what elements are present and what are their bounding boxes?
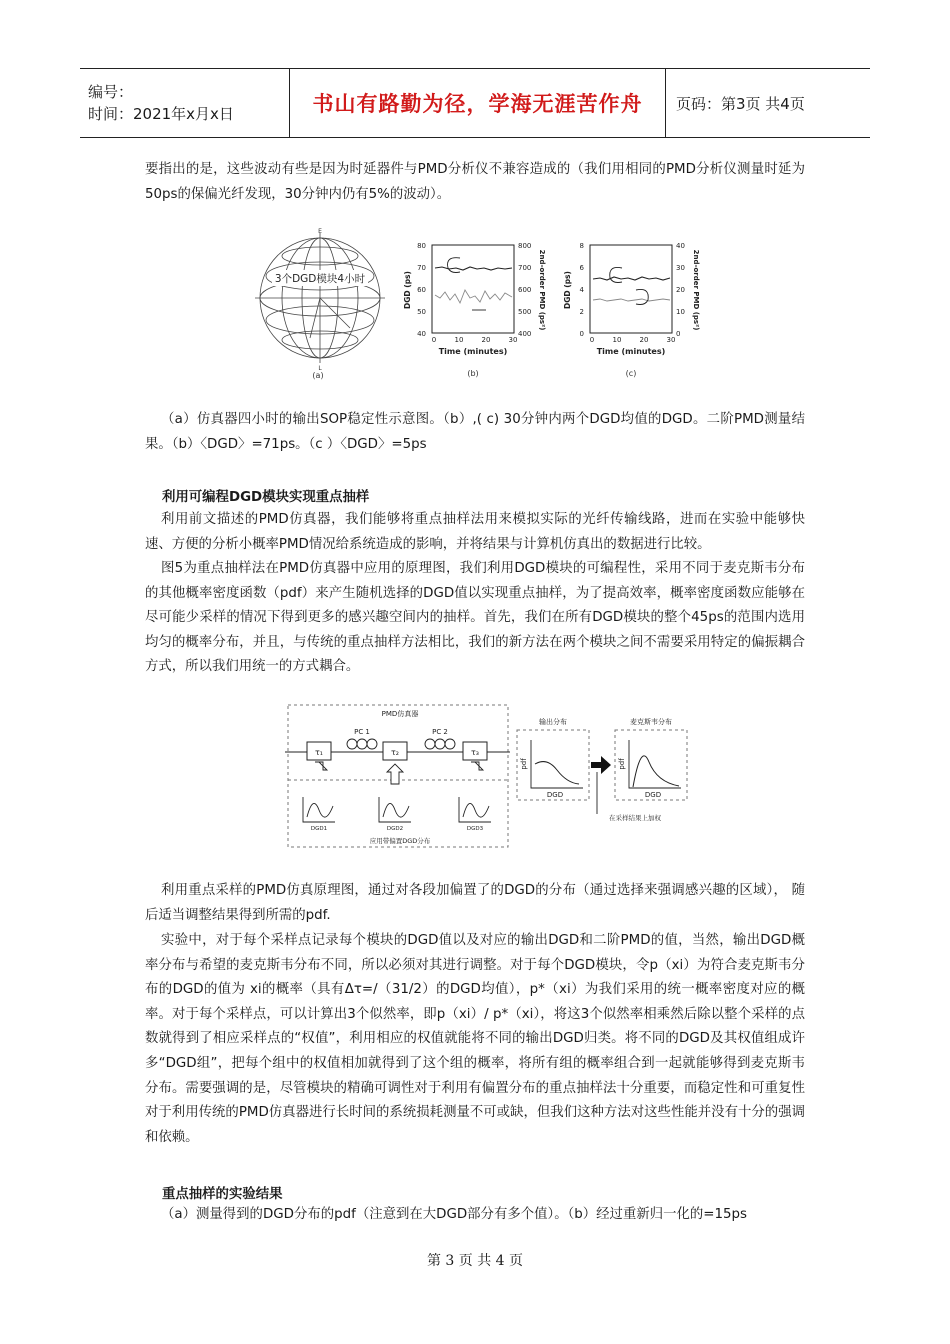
maxwell-pdf-axis: pdf [618,758,626,770]
c-xtick-3: 30 [666,336,676,344]
header-page-cell [666,69,870,137]
output-dist-label: 输出分布 [539,718,567,726]
c-rtick-4: 0 [676,330,681,338]
pc2-coils [425,739,455,749]
tau1-label: τ₁ [314,748,324,757]
c-ytick-4: 0 [579,330,584,338]
section-heading-results: 重点抽样的实验结果 [162,1187,283,1202]
output-pdf-axis: pdf [520,758,528,770]
paragraph-intro: 要指出的是，这些波动有些是因为时延器件与PMD分析仪不兼容造成的（我们用相同的PMD分析仪测量时延为50ps的保偏光纤发现，30分钟内仍有5%的波动）。 [145,162,805,202]
tau2-label: τ₂ [390,748,400,757]
pc2-label: PC 2 [432,728,448,736]
biased-dgd-label: 应用带偏置DGD分布 [369,837,431,845]
paragraph-emulator-method: 利用前文描述的PMD仿真器，我们能够将重点抽样法用来模拟实际的光纤传输线路，进而在实验中能够快速、方便的分析小概率PMD情况给系统造成的影响，并将结果与计算机仿真出的数据进行比较。 [145,512,805,552]
maxwell-label: 麦克斯韦分布 [630,718,672,726]
section-heading-importance-sampling: 利用可编程DGD模块实现重点抽样 [162,490,370,505]
b-ylabel-right: 2nd-order PMD (ps²) [538,249,546,331]
dgd3-label: DGD3 [466,826,484,832]
page-footer: 第 3 页 共 4 页 [426,1253,524,1269]
c-ytick-1: 6 [579,264,584,272]
b-rtick-4: 400 [518,330,532,338]
b-rtick-0: 800 [518,242,532,250]
b-ytick-2: 60 [417,286,426,294]
b-ylabel-left: DGD (ps) [403,271,412,309]
b-ytick-1: 70 [417,264,426,272]
b-rtick-1: 700 [518,264,532,272]
figure-importance-sampling-diagram [285,702,695,852]
biased-pdf-plots [303,797,491,822]
c-xlabel: Time (minutes) [596,347,666,356]
maxwell-dgd-axis: DGD [644,791,662,799]
c-rtick-0: 40 [676,242,685,250]
c-ylabel-left: DGD (ps) [563,271,572,309]
paragraph-figure5-principle: 图5为重点抽样法在PMD仿真器中应用的原理图，我们利用DGD模块的可编程性，采用不同于麦克斯韦分布的其他概率密度函数（pdf）来产生随机选择的DGD值以实现重点抽样，为了提高效率，概率密度函数应能够在尽可能少采样的情况下得到更多的感兴趣空间内的抽样。首先，我们在所有DGD模块的整个45ps的范围内选用均匀的概率分布，并且，与传统的重点抽样方法相比，我们的新方法在两个模块之间不需要采用特定的偏振耦合方式，所以我们用统一的方式耦合。 [145,561,805,675]
c-ytick-0: 8 [579,242,584,250]
dgd2-label: DGD2 [386,826,404,832]
sphere-pole-top: E [318,228,322,235]
dgd1-label: DGD1 [310,826,328,832]
page-header [80,68,870,138]
paragraph-experiment-weighting: 实验中，对于每个采样点记录每个模块的DGD值以及对应的输出DGD和二阶PMD的值，当然，输出DGD概率分布与希望的麦克斯韦分布不同，所以必须对其进行调整。对于每个DGD模块，令p（xi）为符合麦克斯韦分布的DGD的值为 xi的概率（具有Δτ=/（31/2）的DGD均值），p*（xi）为我们采用的统一概率密度对应的概率。对于每个采样点，可以计算出3个似然率，即p（xi）/ p*（xi），将这3个似然率相乘然后除以整个采样的点数就得到了相应采样点的“权值”，利用相应的权值就能将不同的输出DGD归类。将不同的DGD及其权值组成许多“DGD组”，把每个组中的权值相加就得到了这个组的概率，将所有组的概率组合到一起就能够得到麦克斯韦分布。需要强调的是，尽管模块的精确可调性对于利用有偏置分布的重点抽样法十分重要，而稳定性和可重复性对于利用传统的PMD仿真器进行长时间的系统损耗测量不可或缺，但我们这种方法对这些性能并没有十分的强调和依赖。 [145,933,805,1145]
b-xlabel: Time (minutes) [438,347,508,356]
figure-sop-dgd-plots [250,228,700,383]
b-ytick-4: 40 [417,330,426,338]
b-xtick-0: 0 [431,336,437,344]
poincare-sphere [255,233,385,363]
figure1-caption: （a）仿真器四小时的输出SOP稳定性示意图。（b）,( c) 30分钟内两个DGD均值的DGD。二阶PMD测量结果。（b）〈DGD〉=71ps。（c ）〈DGD〉=5ps [145,412,805,452]
plot-b [432,245,514,333]
transform-arrow [591,756,611,774]
c-xtick-1: 10 [612,336,622,344]
plot-c [590,245,672,333]
emulator-label: PMD仿真器 [381,710,419,718]
b-rtick-3: 500 [518,308,532,316]
document-number: 编号： [88,83,134,101]
b-rtick-2: 600 [518,286,532,294]
b-xtick-2: 20 [481,336,491,344]
weighting-label: 在采样结果上加权 [609,814,661,822]
subfigure-a-label: (a) [312,371,324,380]
pc1-label: PC 1 [354,728,370,736]
c-rtick-1: 30 [676,264,685,272]
b-ytick-0: 80 [417,242,426,250]
c-rtick-2: 20 [676,286,685,294]
pc1-coils [347,739,377,749]
subfigure-b-label: (b) [467,369,479,378]
subfigure-c-label: (c) [625,369,637,378]
header-page-info: 页码：第3页 共4页 [676,94,805,113]
document-date: 时间：2021年x月x日 [88,105,234,123]
paragraph-figure5-caption: 利用重点采样的PMD仿真原理图，通过对各段加偏置了的DGD的分布（通过选择来强调感兴趣的区域）， 随后适当调整结果得到所需的pdf. [145,883,805,923]
b-xtick-1: 10 [454,336,464,344]
b-ytick-3: 50 [417,308,426,316]
header-motto: 书山有路勤为径，学海无涯苦作舟 [312,92,643,116]
sphere-pole-bottom: L [318,365,322,372]
c-xtick-0: 0 [589,336,595,344]
paragraph-results: （a）测量得到的DGD分布的pdf（注意到在大DGD部分有多个值）。（b）经过重新归一化的=15ps [161,1207,748,1222]
c-xtick-2: 20 [639,336,649,344]
c-ytick-3: 2 [579,308,584,316]
header-motto-cell [290,69,666,137]
header-left-cell [80,69,290,137]
tau3-label: τ₃ [470,748,480,757]
c-ytick-2: 4 [579,286,584,294]
c-ylabel-right: 2nd-order PMD (ps²) [692,249,700,331]
sphere-label: 3个DGD模块4小时 [274,273,366,285]
c-rtick-3: 10 [676,308,685,316]
output-dgd-axis: DGD [546,791,564,799]
b-xtick-3: 30 [508,336,518,344]
